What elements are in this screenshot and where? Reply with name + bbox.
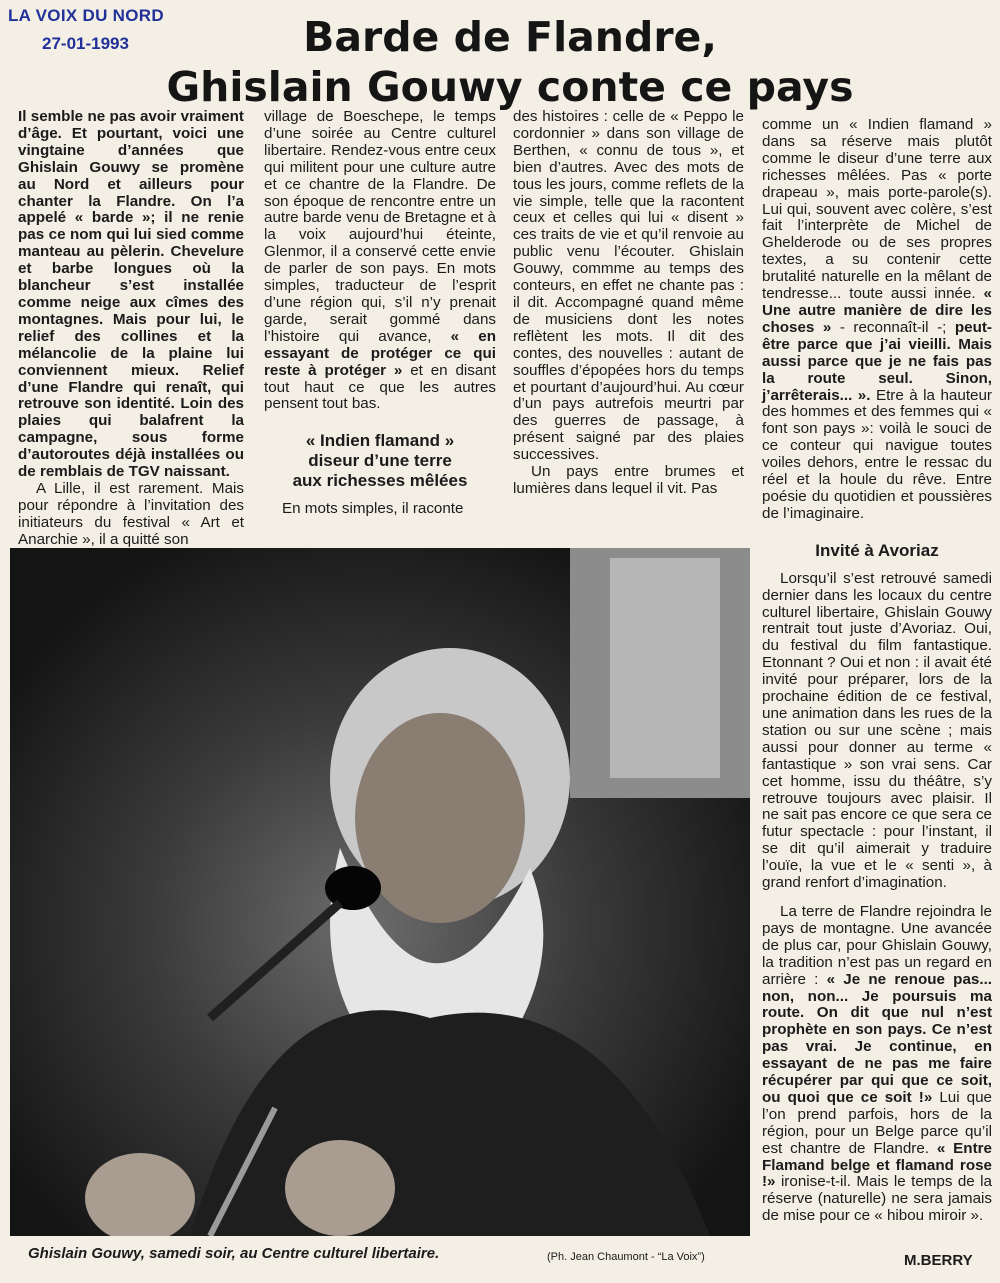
left-hand <box>85 1153 195 1236</box>
quote: peut-être parce que j’ai vieilli. Mais aussi parce que je ne fais pas la route seul. Sinon, j’arrêterais... ». <box>762 318 992 404</box>
portrait-photo <box>10 548 750 1236</box>
quote: « en essayant de protéger ce qui reste à protéger » <box>264 327 497 379</box>
headline-line-2: Ghislain Gouwy conte ce pays <box>166 63 854 111</box>
paragraph <box>762 117 992 523</box>
photo-caption: Ghislain Gouwy, samedi soir, au Centre culturel libertaire. <box>28 1245 440 1262</box>
photo-credit: (Ph. Jean Chaumont - “La Voix”) <box>547 1251 705 1263</box>
text-run: Etre à la hauteur des hommes et des femmes qui « font son pays »: voilà le souci de ce conteur qui navigue toutes voiles dehors, entre le ressac du réel et la houle du rêve. Entre poésie du quotidien et poussières de l’imaginaire. <box>762 386 992 522</box>
quote: « Entre Flamand belge et flamand rose !» <box>762 1139 992 1191</box>
paragraph: A Lille, il est rarement. Mais pour répondre à l’invitation des initiateurs du festival « Art et Anarchie », il a quitté son <box>18 479 244 548</box>
text-run: ironise-t-il. Mais le temps de la réserve (naturelle) ne sera jamais de mise pour ce « hibou miroir ». <box>762 1173 992 1225</box>
article-column-3 <box>513 109 744 498</box>
photo-illustration <box>10 548 750 1236</box>
article-column-4 <box>762 117 992 1225</box>
paragraph: des histoires : celle de « Peppo le cordonnier » dans son village de Berthen, « connu de tous », et bien d’autres. Avec des mots de tous les jours, comme reflets de la vie simple, telle que la racontent ceux et celles qui lui « disent » ces traits de vie et qu’il renvoie au public venu l’écouter. Ghislain Gouwy, commme au temps des conteurs, en effet ne chante pas : il dit. Accompagné quand même de musiciens dont les notes reflètent les mots. Il dit des contes, des nouvelles : autant de souffles d’épopées hors du temps et pourtant d’aujourd’hui. Au cœur d’un pays autrefois meurtri par des guerres de passage, à présent saigné par des plaies successives. <box>513 108 744 464</box>
subheading-line: « Indien flamand » <box>305 431 455 451</box>
paragraph <box>264 109 496 413</box>
headline <box>150 12 870 112</box>
paragraph: Un pays entre brumes et lumières dans lequel il vit. Pas <box>513 463 744 497</box>
article-column-2 <box>264 109 496 518</box>
text-run: La terre de Flandre rejoindra le pays de montagne. Une avancée de plus car, pour Ghislain Gouwy, la tradition n’est pas un regard en arrière : <box>762 902 992 988</box>
headline-line-1: Barde de Flandre, <box>303 13 717 61</box>
text-run: comme un « Indien flamand » dans sa réserve mais plutôt comme le diseur d’une terre aux richesses mêlées. Pas « porte drapeau », mais porte-parole(s). Lui qui, souvent avec colère, s’est fait l’interprète de Michel de Ghelderode ou de ses propres textes, a su contenir cette brutalité naturelle en la mêlant de tendresse... toute aussi innée. <box>762 116 992 303</box>
quote: « Je ne renoue pas... non, non... Je poursuis ma route. On dit que nul n’est prophète en son pays. Ce n’est pas vrai. Je continue, en essayant de ne pas me faire récupérer par qui que ce soit, ou quoi que ce soit !» <box>762 970 993 1106</box>
right-hand <box>285 1140 395 1236</box>
article-column-1 <box>18 109 244 549</box>
publication-date: 27-01-1993 <box>42 34 129 53</box>
lead-paragraph: Il semble ne pas avoir vraiment d’âge. Et pourtant, voici une vingtaine d’années que Ghislain Gouwy se promène au Nord et ailleurs pour chanter la Flandre. On l’a appelé « barde »; il ne renie pas ce nom qui lui sied comme manteau au pèlerin. Chevelure et barbe longues où la blancheur s’est installée comme neige aux cîmes des montagnes. Mais pour lui, le relief des collines et la mélancolie de la plaine lui conviennent mieux. Relief d’une Flandre qui renaît, qui retrouve son identité. Loin des plaies qui balafrent la campagne, sous forme d’autoroutes déjà installées ou de remblais de TGV naissant. <box>18 108 244 481</box>
text-run: et en disant tout haut ce que les autres pensent tout bas. <box>264 361 496 413</box>
subheading-line: diseur d’une terre <box>308 451 452 471</box>
subheading-indien-flamand <box>264 431 496 491</box>
text-run: - reconnaît-il -; <box>839 318 947 336</box>
paragraph <box>762 904 992 1225</box>
author-signature: M.BERRY <box>904 1252 973 1269</box>
mic-stand <box>210 903 340 1018</box>
subheading-line: aux richesses mêlées <box>292 471 468 491</box>
subheading-invite-avoriaz: Invité à Avoriaz <box>815 540 939 560</box>
newspaper-name: LA VOIX DU NORD <box>8 6 164 25</box>
paragraph: Lorsqu’il s’est retrouvé samedi dernier dans les locaux du centre culturel libertaire, Ghislain Gouwy rentrait tout juste d’Avoriaz. Oui, du festival du film fantastique. Etonnant ? Oui et non : il avait été invité pour préparer, lors de la prochaine édition de ce festival, une animation dans les rues de la station ou sur une scène ; mais aussi pour donner au terme « fantastique » son vrai sens. Car cet homme, issu du théâtre, s’y retrouve toujours avec plaisir. Il ne sait pas encore ce que sera ce futur spectacle : pour l’instant, il se dit qu’il aimerait y traduire l’ouïe, la vue et le « senti », à grand renfort d’imagination. <box>762 569 992 892</box>
quote: « Une autre manière de dire les choses » <box>762 285 992 336</box>
text-run: Lui que l’on prend parfois, hors de la région, pour un Belge parce qu’il est chantre de Flandre. <box>762 1088 992 1157</box>
window-glass <box>610 558 720 778</box>
paragraph: En mots simples, il raconte <box>282 500 464 518</box>
text-run: village de Boeschepe, le temps d’une soirée au Centre culturel libertaire. Rendez-vous entre ceux qui militent pour une culture autre et ce chantre de la Flandre. De son époque de rencontre entre un autre barde venu de Bretagne et à la voix aujourd’hui éteinte, Glenmor, il a conservé cette envie de parler de son pays. En mots simples, traducteur de l’esprit d’une région qui, s’il n’y prenait garde, serait gommé dans l’histoire qui avance, <box>264 108 496 345</box>
